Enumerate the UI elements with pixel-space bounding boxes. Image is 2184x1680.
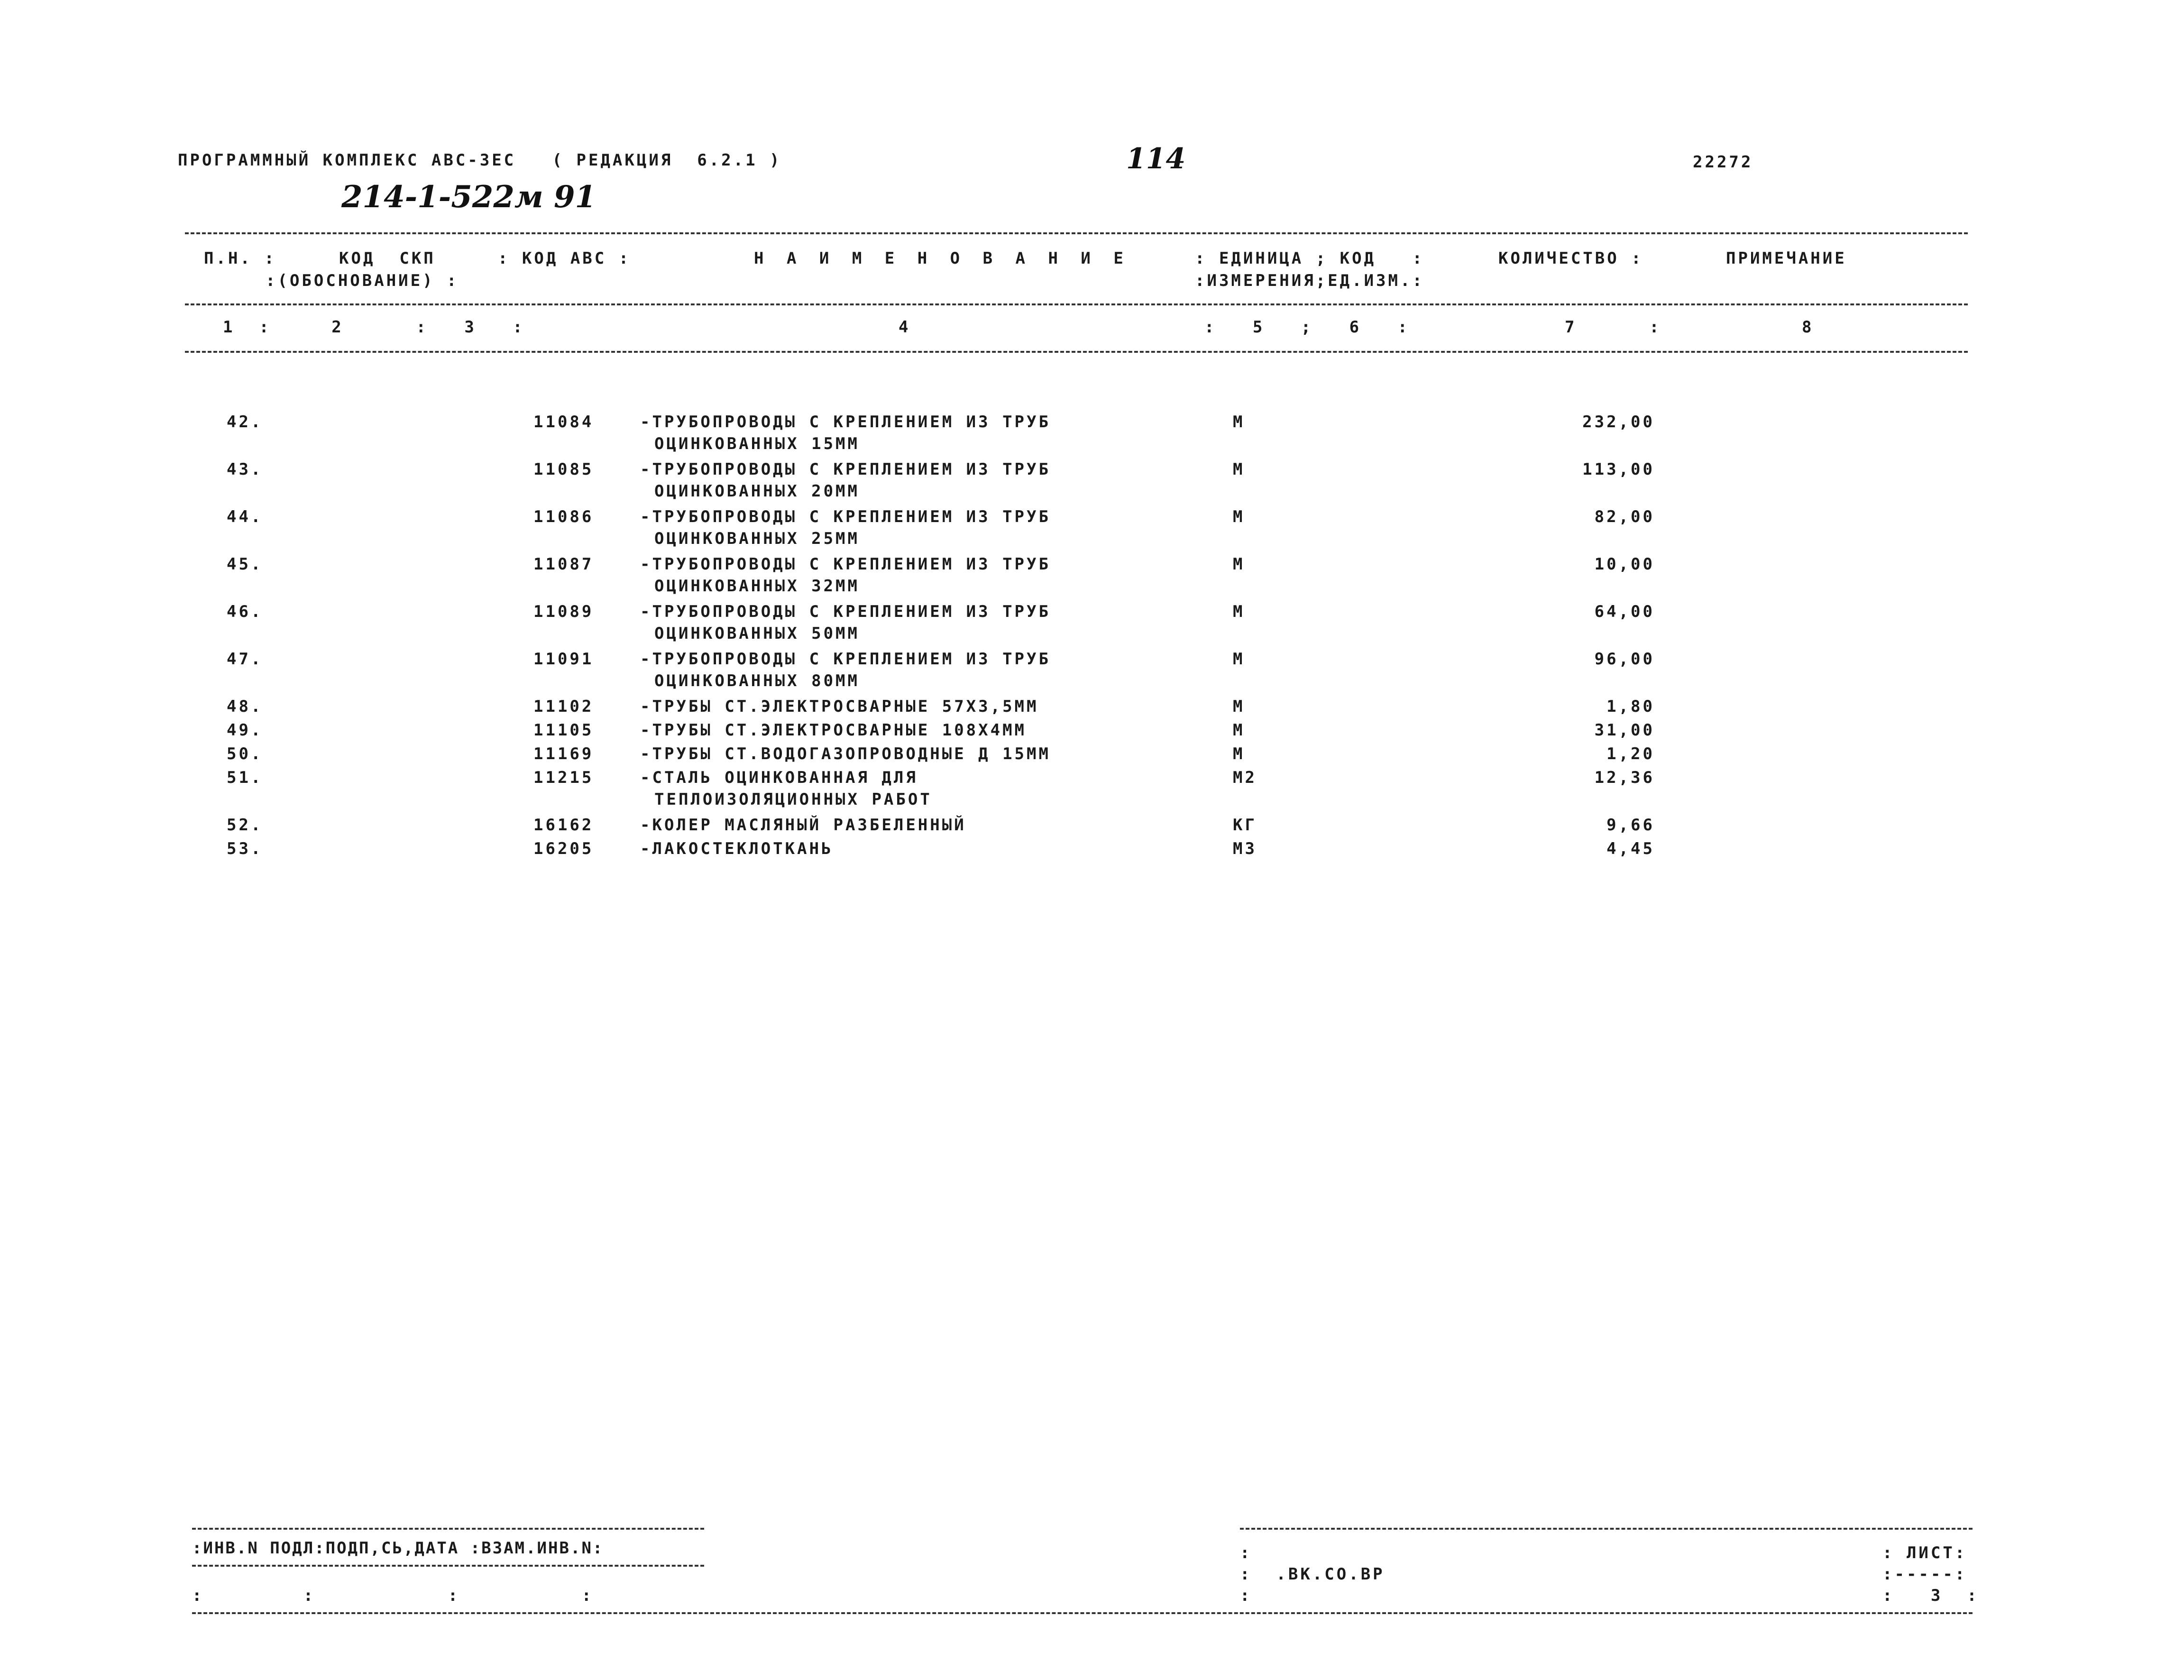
table-row <box>0 602 2184 650</box>
col-pn-header: П.Н. : <box>204 249 276 268</box>
row-quantity: 31,00 <box>1594 721 1655 740</box>
row-unit: М <box>1233 650 1245 669</box>
row-name-line2: ТЕПЛОИЗОЛЯЦИОННЫХ РАБОТ <box>654 790 932 809</box>
row-unit: КГ <box>1233 816 1257 835</box>
row-name-line2: ОЦИНКОВАННЫХ 80ММ <box>654 671 860 690</box>
row-quantity: 82,00 <box>1594 507 1655 526</box>
col-note-header: ПРИМЕЧАНИЕ <box>1726 249 1847 268</box>
row-name-line2: ОЦИНКОВАННЫХ 25ММ <box>654 529 860 548</box>
row-unit: М2 <box>1233 768 1257 787</box>
sheet-number: : 3 : <box>1882 1586 1979 1605</box>
table-row <box>0 460 2184 507</box>
table-row <box>0 839 2184 887</box>
row-abc-code: 11084 <box>533 413 594 431</box>
row-unit: М <box>1233 460 1245 479</box>
footer-mid-colon-bottom: : <box>1240 1586 1252 1605</box>
row-name-line1: -КОЛЕР МАСЛЯНЫЙ РАЗБЕЛЕННЫЙ <box>640 816 966 835</box>
program-line: ПРОГРАММНЫЙ КОМПЛЕКС АВС-3ЕС ( РЕДАКЦИЯ 6.2.1 ) <box>178 151 782 170</box>
row-abc-code: 11091 <box>533 650 594 669</box>
header-top-rule <box>185 232 1968 234</box>
row-abc-code: 16162 <box>533 816 594 835</box>
row-name-line1: -ТРУБЫ СТ.ВОДОГАЗОПРОВОДНЫЕ Д 15ММ <box>640 744 1051 763</box>
row-position-number: 42. <box>227 413 263 431</box>
row-abc-code: 11169 <box>533 744 594 763</box>
footer-mid-colon-top: : <box>1240 1543 1252 1562</box>
row-name-line1: -ТРУБОПРОВОДЫ С КРЕПЛЕНИЕМ ИЗ ТРУБ <box>640 555 1051 574</box>
col-numbers-1-3: 1 : 2 : 3 : <box>223 318 525 337</box>
row-abc-code: 11085 <box>533 460 594 479</box>
footer-left-top-rule <box>192 1528 704 1530</box>
row-abc-code: 11102 <box>533 697 594 716</box>
sheet-separator: :-----: <box>1882 1565 1967 1584</box>
row-name-line1: -ТРУБОПРОВОДЫ С КРЕПЛЕНИЕМ ИЗ ТРУБ <box>640 602 1051 621</box>
row-position-number: 48. <box>227 697 263 716</box>
row-unit: М <box>1233 721 1245 740</box>
row-abc-code: 11086 <box>533 507 594 526</box>
col-qty-header: КОЛИЧЕСТВО : <box>1498 249 1643 268</box>
row-position-number: 46. <box>227 602 263 621</box>
row-position-number: 47. <box>227 650 263 669</box>
row-name-line2: ОЦИНКОВАННЫХ 20ММ <box>654 482 860 501</box>
row-name-line2: ОЦИНКОВАННЫХ 15ММ <box>654 434 860 453</box>
header-middle-rule <box>185 303 1968 305</box>
col-name-header: Н А И М Е Н О В А Н И Е <box>754 249 1130 268</box>
row-name-line1: -СТАЛЬ ОЦИНКОВАННАЯ ДЛЯ <box>640 768 918 787</box>
row-position-number: 53. <box>227 839 263 858</box>
sheet-label: : ЛИСТ: <box>1882 1543 1967 1562</box>
footer-left-cells: : : : : <box>192 1586 593 1605</box>
col-abc-header: : КОД АВС : <box>498 249 631 268</box>
handwritten-reference: 214-1-522м 91 <box>341 179 596 215</box>
col-skp-header-top: КОД СКП <box>339 249 436 268</box>
row-quantity: 64,00 <box>1594 602 1655 621</box>
row-quantity: 10,00 <box>1594 555 1655 574</box>
row-quantity: 1,80 <box>1606 697 1655 716</box>
row-position-number: 43. <box>227 460 263 479</box>
footer-right-top-rule <box>1240 1528 1973 1530</box>
row-position-number: 45. <box>227 555 263 574</box>
table-row <box>0 555 2184 602</box>
col-number-7: 7 : <box>1565 318 1661 337</box>
col-number-8: 8 <box>1802 318 1814 337</box>
row-quantity: 96,00 <box>1594 650 1655 669</box>
row-abc-code: 11087 <box>533 555 594 574</box>
row-name-line1: -ЛАКОСТЕКЛОТКАНЬ <box>640 839 834 858</box>
row-abc-code: 11215 <box>533 768 594 787</box>
row-unit: М <box>1233 555 1245 574</box>
row-unit: М3 <box>1233 839 1257 858</box>
row-name-line1: -ТРУБОПРОВОДЫ С КРЕПЛЕНИЕМ ИЗ ТРУБ <box>640 650 1051 669</box>
row-name-line1: -ТРУБЫ СТ.ЭЛЕКТРОСВАРНЫЕ 57Х3,5ММ <box>640 697 1039 716</box>
footer-left-header: :ИНВ.N ПОДЛ:ПОДП,СЬ,ДАТА :ВЗАМ.ИНВ.N: <box>192 1539 604 1558</box>
col-unit-header-top: : ЕДИНИЦА ; КОД : <box>1195 249 1424 268</box>
table-row <box>0 768 2184 816</box>
row-unit: М <box>1233 413 1245 431</box>
row-unit: М <box>1233 602 1245 621</box>
row-quantity: 113,00 <box>1582 460 1655 479</box>
table-row <box>0 507 2184 555</box>
row-name-line1: -ТРУБОПРОВОДЫ С КРЕПЛЕНИЕМ ИЗ ТРУБ <box>640 460 1051 479</box>
col-numbers-5-6: : 5 ; 6 : <box>1204 318 1410 337</box>
row-name-line2: ОЦИНКОВАННЫХ 50ММ <box>654 624 860 643</box>
row-abc-code: 16205 <box>533 839 594 858</box>
row-unit: М <box>1233 744 1245 763</box>
row-name-line1: -ТРУБОПРОВОДЫ С КРЕПЛЕНИЕМ ИЗ ТРУБ <box>640 413 1051 431</box>
footer-bottom-rule <box>192 1612 1973 1614</box>
row-quantity: 232,00 <box>1582 413 1655 431</box>
row-quantity: 12,36 <box>1594 768 1655 787</box>
footer-left-mid-rule <box>192 1565 704 1567</box>
row-quantity: 4,45 <box>1606 839 1655 858</box>
row-position-number: 44. <box>227 507 263 526</box>
table-row <box>0 650 2184 697</box>
document-code: 22272 <box>1693 153 1753 172</box>
row-name-line1: -ТРУБОПРОВОДЫ С КРЕПЛЕНИЕМ ИЗ ТРУБ <box>640 507 1051 526</box>
table-row <box>0 413 2184 460</box>
row-quantity: 9,66 <box>1606 816 1655 835</box>
row-abc-code: 11089 <box>533 602 594 621</box>
col-unit-header-bottom: :ИЗМЕРЕНИЯ;ЕД.ИЗМ.: <box>1195 271 1424 290</box>
col-number-4: 4 <box>899 318 911 337</box>
row-position-number: 49. <box>227 721 263 740</box>
row-name-line2: ОЦИНКОВАННЫХ 32ММ <box>654 577 860 596</box>
footer-doc-code: : .ВК.СО.ВР <box>1240 1565 1385 1584</box>
row-unit: М <box>1233 507 1245 526</box>
row-quantity: 1,20 <box>1606 744 1655 763</box>
header-bottom-rule <box>185 351 1968 353</box>
row-position-number: 51. <box>227 768 263 787</box>
row-position-number: 52. <box>227 816 263 835</box>
row-abc-code: 11105 <box>533 721 594 740</box>
row-unit: М <box>1233 697 1245 716</box>
row-position-number: 50. <box>227 744 263 763</box>
row-name-line1: -ТРУБЫ СТ.ЭЛЕКТРОСВАРНЫЕ 108Х4ММ <box>640 721 1027 740</box>
handwritten-page-number: 114 <box>1126 142 1186 175</box>
col-skp-header-bottom: :(ОБОСНОВАНИЕ) : <box>266 271 459 290</box>
